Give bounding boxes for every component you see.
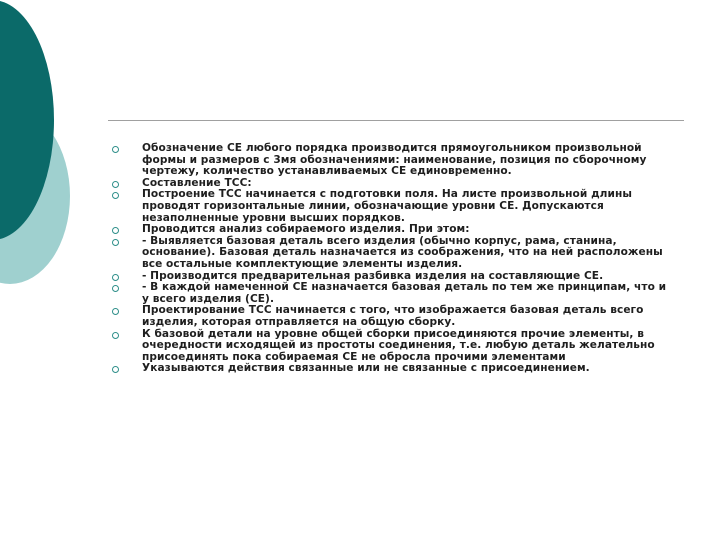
bullet-ring-icon	[112, 239, 119, 246]
list-item-text: К базовой детали на уровне общей сборки присоединяются прочие элементы, в очередности исходящей из простоты соединения, т.е. любую деталь желательно присоединять пока собираемая СЕ не обросла прочими элементами	[142, 327, 655, 363]
list-item	[112, 329, 672, 364]
bullet-list	[112, 143, 672, 375]
horizontal-divider	[108, 120, 684, 121]
bullet-ring-icon	[112, 366, 119, 373]
bullet-ring-icon	[112, 146, 119, 153]
list-item-text: Проектирование ТСС начинается с того, что изображается базовая деталь всего изделия, которая отправляется на общую сборку.	[142, 304, 644, 328]
list-item-text: Указываются действия связанные или не связанные с присоединением.	[142, 362, 590, 375]
list-item	[112, 305, 672, 328]
list-item-text: - Производится предварительная разбивка изделия на составляющие СЕ.	[142, 269, 604, 282]
list-item-text: Обозначение СЕ любого порядка производится прямоугольником произвольной формы и размеров с 3мя обозначениями: наименование, позиция по сборочному чертежу, количество устанавливаемых СЕ единовременно.	[142, 142, 647, 178]
list-item-text: - В каждой намеченной СЕ назначается базовая деталь по тем же принципам, что и у всего изделия (СЕ).	[142, 281, 667, 305]
bullet-ring-icon	[112, 192, 119, 199]
list-item-text: Составление ТСС:	[142, 176, 252, 189]
bullet-ring-icon	[112, 332, 119, 339]
bullet-ring-icon	[112, 227, 119, 234]
list-item	[112, 236, 672, 271]
list-item	[112, 143, 672, 178]
bullet-ring-icon	[112, 274, 119, 281]
list-item-text: - Выявляется базовая деталь всего изделия (обычно корпус, рама, станина, основание). Базовая деталь назначается из соображения, что на ней расположены все остальные комплектующие элементы изделия.	[142, 234, 663, 270]
bullet-ring-icon	[112, 181, 119, 188]
bullet-ring-icon	[112, 285, 119, 292]
list-item	[112, 189, 672, 224]
list-item-text: Построение ТСС начинается с подготовки поля. На листе произвольной длины проводят горизонтальные линии, обозначающие уровни СЕ. Допускаются незаполненные уровни высших порядков.	[142, 188, 632, 224]
list-item	[112, 282, 672, 305]
list-item-text: Проводится анализ собираемого изделия. При этом:	[142, 223, 470, 236]
decorative-teal-shapes	[0, 0, 120, 300]
bullet-ring-icon	[112, 308, 119, 315]
list-item	[112, 363, 672, 375]
